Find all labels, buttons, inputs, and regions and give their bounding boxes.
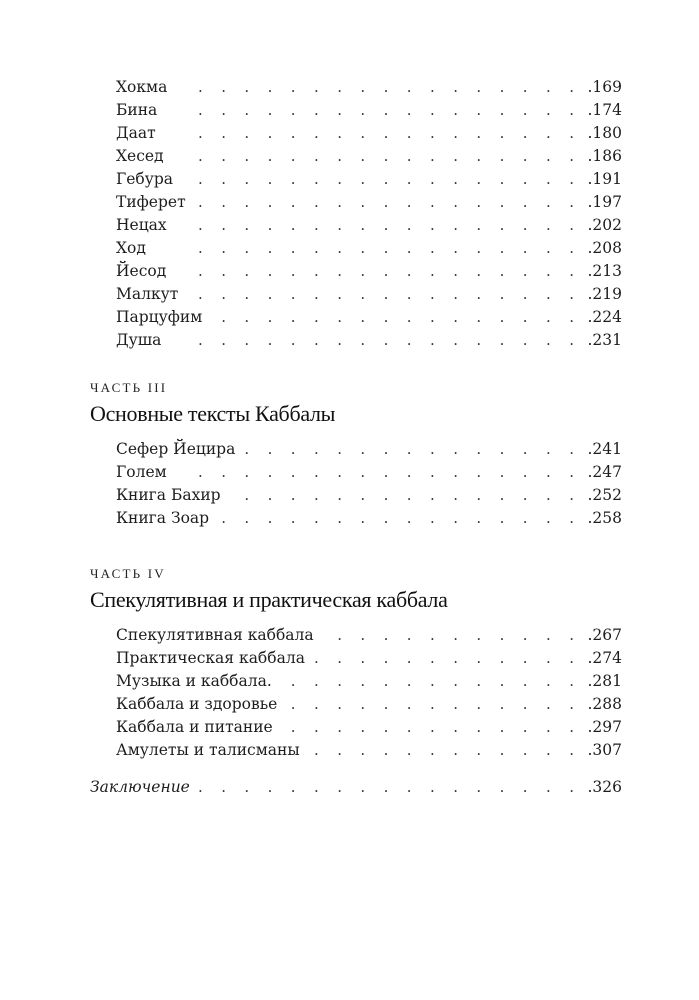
toc-entry-page: .307: [587, 741, 622, 759]
toc-entry-title: Каббала и здоровье: [116, 695, 278, 713]
toc-entry-page: .224: [587, 308, 622, 326]
toc-entry-page: .208: [587, 239, 622, 257]
toc-entry-page: .247: [587, 463, 622, 481]
toc-entry[interactable]: Хокма . . . . . . . . . . . . . . . . . .169: [116, 78, 622, 96]
toc-entry[interactable]: Гебура . . . . . . . . . . . . . . . . . .191: [116, 170, 622, 188]
part-title[interactable]: Спекулятивная и практическая каббала: [90, 587, 448, 612]
toc-entry-title: Книга Зоар: [116, 509, 210, 527]
toc-entry[interactable]: Йесод . . . . . . . . . . . . . . . . . .213: [116, 262, 622, 280]
toc-entry-page: .219: [587, 285, 622, 303]
toc-entry[interactable]: Амулеты и талисманы . . . . . . . . . . . . .307: [116, 741, 622, 759]
toc-entry-page: .241: [587, 440, 622, 458]
toc-entry-title: Малкут: [116, 285, 179, 303]
toc-entry-page: .274: [587, 649, 622, 667]
toc-entry-page: .252: [587, 486, 622, 504]
part-label: ЧАСТЬ III: [90, 380, 168, 395]
toc-entry-title: Спекулятивная каббала: [116, 626, 314, 644]
toc-entry[interactable]: Каббала и здоровье . . . . . . . . . . . . . .288: [116, 695, 622, 713]
toc-entry-title: Нецах: [116, 216, 167, 234]
toc-entry-title: Амулеты и талисманы: [116, 741, 300, 759]
toc-entry-page: .186: [587, 147, 622, 165]
toc-entry-page: .202: [587, 216, 622, 234]
toc-entry[interactable]: Хесед . . . . . . . . . . . . . . . . . .186: [116, 147, 622, 165]
toc-entry[interactable]: Даат . . . . . . . . . . . . . . . . . .180: [116, 124, 622, 142]
toc-entry[interactable]: Бина . . . . . . . . . . . . . . . . . .174: [116, 101, 622, 119]
toc-entry[interactable]: Каббала и питание . . . . . . . . . . . . . .297: [116, 718, 622, 736]
toc-entry-title: Голем: [116, 463, 167, 481]
toc-entry-title: Хокма: [116, 78, 168, 96]
toc-entry-page: .288: [587, 695, 622, 713]
toc-entry-title: Гебура: [116, 170, 174, 188]
toc-entry-page: .281: [587, 672, 622, 690]
toc-entry-page: .267: [587, 626, 622, 644]
toc-entry-page: .297: [587, 718, 622, 736]
toc-entry[interactable]: Музыка и каббала. . . . . . . . . . . . . . .281: [116, 672, 622, 690]
toc-entry[interactable]: Спекулятивная каббала . . . . . . . . . . . .267: [116, 626, 622, 644]
toc-entry-title: Практическая каббала: [116, 649, 305, 667]
toc-entry-title: Книга Бахир: [116, 486, 221, 504]
toc-entry-title: Хесед: [116, 147, 164, 165]
toc-entry-title: Даат: [116, 124, 156, 142]
toc-entry[interactable]: Нецах . . . . . . . . . . . . . . . . . .202: [116, 216, 622, 234]
toc-entry-conclusion[interactable]: Заключение . . . . . . . . . . . . . . . . . .326: [90, 778, 622, 796]
part-title[interactable]: Основные тексты Каббалы: [90, 401, 336, 426]
toc-entry[interactable]: Книга Бахир . . . . . . . . . . . . . . . .252: [116, 486, 622, 504]
toc-entry[interactable]: Малкут . . . . . . . . . . . . . . . . . .219: [116, 285, 622, 303]
toc-entry-title: Йесод: [116, 262, 167, 280]
toc-entry[interactable]: Книга Зоар . . . . . . . . . . . . . . . . .258: [116, 509, 622, 527]
toc-entry-page: .258: [587, 509, 622, 527]
toc-entry[interactable]: Сефер Йецира . . . . . . . . . . . . . . . .241: [116, 440, 622, 458]
toc-entry-title: Тиферет: [116, 193, 186, 211]
toc-entry-title: Душа: [116, 331, 162, 349]
part-label: ЧАСТЬ IV: [90, 566, 166, 581]
toc-entry-title: Заключение: [90, 778, 190, 796]
toc-entry-page: .169: [587, 78, 622, 96]
toc-entry[interactable]: Практическая каббала . . . . . . . . . . . . .274: [116, 649, 622, 667]
toc-entry-page: .174: [587, 101, 622, 119]
toc-entry-title: Бина: [116, 101, 158, 119]
toc-entry-title: Музыка и каббала.: [116, 672, 272, 690]
toc-entry-title: Каббала и питание: [116, 718, 273, 736]
toc-entry-title: Ход: [116, 239, 146, 257]
toc-entry-page: .180: [587, 124, 622, 142]
toc-entry[interactable]: Голем . . . . . . . . . . . . . . . . . .247: [116, 463, 622, 481]
toc-entry-page: .213: [587, 262, 622, 280]
toc-entry[interactable]: Тиферет . . . . . . . . . . . . . . . . . .197: [116, 193, 622, 211]
toc-entry-page: .197: [587, 193, 622, 211]
toc-entry-title: Парцуфим: [116, 308, 203, 326]
toc-entry-page: .231: [587, 331, 622, 349]
toc-entry[interactable]: Парцуфим . . . . . . . . . . . . . . . . .224: [116, 308, 622, 326]
toc-entry-page: .326: [587, 778, 622, 796]
toc-entry[interactable]: Ход . . . . . . . . . . . . . . . . . .208: [116, 239, 622, 257]
toc-entry-title: Сефер Йецира: [116, 440, 236, 458]
toc-entry[interactable]: Душа . . . . . . . . . . . . . . . . . .231: [116, 331, 622, 349]
toc-entry-page: .191: [587, 170, 622, 188]
